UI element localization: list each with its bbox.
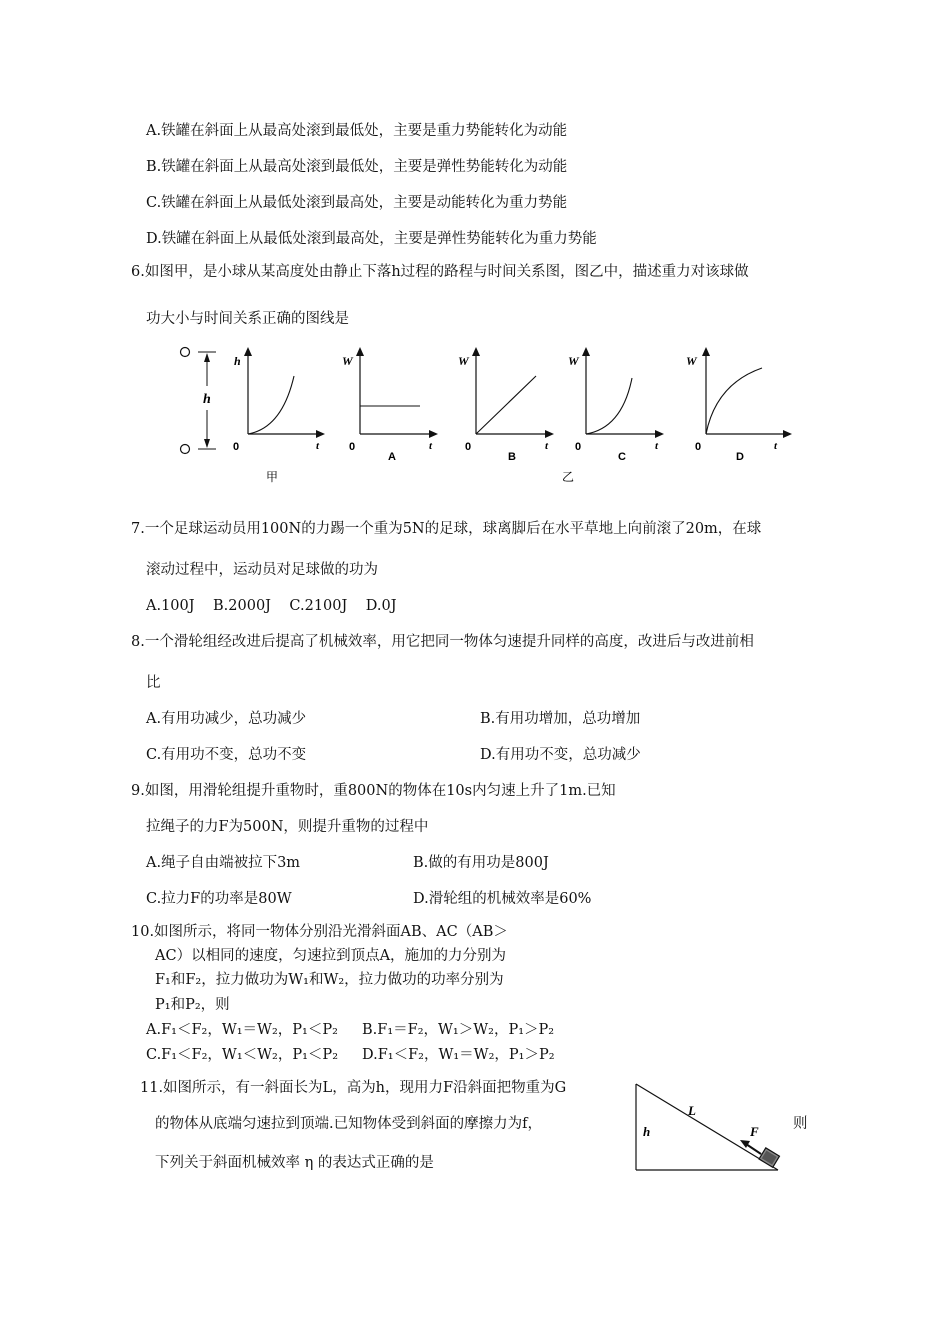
q7-stem-line1: 7.一个足球运动员用100N的力踢一个重为5N的足球，球离脚后在水平草地上向前滚了20m，在球 xyxy=(131,521,762,537)
q9-stem-line2: 拉绳子的力F为500N，则提升重物的过程中 xyxy=(146,819,429,835)
ball-bottom-icon xyxy=(181,445,190,454)
graph-option-d xyxy=(562,347,792,484)
q6-figure xyxy=(170,338,810,498)
svg-text:t: t xyxy=(774,440,778,452)
graph-jia xyxy=(233,347,325,484)
ball-top-icon xyxy=(181,348,190,357)
graph-option-c xyxy=(568,347,664,463)
q5-option-b: B.铁罐在斜面上从最高处滚到最低处，主要是弹性势能转化为动能 xyxy=(146,159,568,175)
svg-text:0: 0 xyxy=(695,441,702,453)
svg-text:0: 0 xyxy=(233,441,240,453)
q9-option-d: D.滑轮组的机械效率是60% xyxy=(413,891,592,907)
q9-option-c: C.拉力F的功率是80W xyxy=(146,891,292,907)
q8-option-c: C.有用功不变，总功不变 xyxy=(146,747,307,763)
q10-option-d: D.F₁＜F₂，W₁＝W₂，P₁＞P₂ xyxy=(362,1047,555,1063)
q11-incline-figure xyxy=(630,1078,790,1178)
q11-stem-line2: 的物体从底端匀速拉到顶端.已知物体受到斜面的摩擦力为f， xyxy=(155,1116,542,1132)
svg-text:t: t xyxy=(316,440,320,452)
svg-text:W: W xyxy=(342,354,353,368)
caption-yi: 乙 xyxy=(562,470,575,484)
block-icon xyxy=(759,1148,779,1167)
q10-stem-line1: 10.如图所示，将同一物体分别沿光滑斜面AB、AC（AB＞ xyxy=(131,924,508,940)
graph-option-a xyxy=(342,347,438,463)
svg-text:0: 0 xyxy=(349,441,356,453)
q11-stem-line1: 11.如图所示，有一斜面长为L，高为h，现用力F沿斜面把物重为G xyxy=(140,1080,567,1096)
q8-option-a: A.有用功减少，总功减少 xyxy=(146,711,307,727)
option-d-label: D xyxy=(736,451,744,463)
q10-stem-line4: P₁和P₂，则 xyxy=(155,997,230,1013)
q7-options: A.100J B.2000J C.2100J D.0J xyxy=(146,598,397,614)
incline-h-label: h xyxy=(643,1124,651,1139)
svg-text:0: 0 xyxy=(575,441,582,453)
svg-text:W: W xyxy=(458,354,469,368)
q9-option-b: B.做的有用功是800J xyxy=(413,855,549,871)
q8-option-d: D.有用功不变，总功减少 xyxy=(480,747,641,763)
q9-option-a: A.绳子自由端被拉下3m xyxy=(146,855,301,871)
svg-text:t: t xyxy=(545,440,549,452)
incline-F-label: F xyxy=(750,1124,759,1139)
graph-option-b xyxy=(458,347,554,463)
svg-text:t: t xyxy=(429,440,433,452)
option-b-label: B xyxy=(508,451,516,463)
svg-text:t: t xyxy=(655,440,659,452)
q10-stem-line3: F₁和F₂，拉力做功为W₁和W₂，拉力做功的功率分别为 xyxy=(155,972,504,988)
caption-jia: 甲 xyxy=(266,470,279,484)
q5-option-a: A.铁罐在斜面上从最高处滚到最低处，主要是重力势能转化为动能 xyxy=(146,123,568,139)
height-label: h xyxy=(203,392,211,407)
svg-text:0: 0 xyxy=(465,441,472,453)
option-c-label: C xyxy=(618,451,626,463)
q10-stem-line2: AC）以相同的速度，匀速拉到顶点A，施加的力分别为 xyxy=(155,948,507,964)
q8-option-b: B.有用功增加，总功增加 xyxy=(480,711,641,727)
q11-stem-line3: 下列关于斜面机械效率 η 的表达式正确的是 xyxy=(155,1155,434,1171)
incline-L-label: L xyxy=(688,1103,696,1118)
q5-option-c: C.铁罐在斜面上从最低处滚到最高处，主要是动能转化为重力势能 xyxy=(146,195,568,211)
q10-option-c: C.F₁＜F₂，W₁＜W₂，P₁＜P₂ xyxy=(146,1047,339,1063)
q7-stem-line2: 滚动过程中，运动员对足球做的功为 xyxy=(146,562,378,578)
q10-option-b: B.F₁＝F₂，W₁＞W₂，P₁＞P₂ xyxy=(362,1022,555,1038)
option-a-label: A xyxy=(388,451,396,463)
q11-stem-line2-end: 则 xyxy=(793,1116,808,1132)
q5-option-d: D.铁罐在斜面上从最低处滚到最高处，主要是弹性势能转化为重力势能 xyxy=(146,231,597,247)
q9-stem-line1: 9.如图，用滑轮组提升重物时，重800N的物体在10s内匀速上升了1m.已知 xyxy=(131,783,616,799)
q8-stem-line2: 比 xyxy=(146,675,161,691)
svg-text:W: W xyxy=(568,354,579,368)
svg-text:W: W xyxy=(686,354,697,368)
falling-ball-diagram xyxy=(181,348,217,454)
svg-text:h: h xyxy=(234,354,241,368)
q10-option-a: A.F₁＜F₂，W₁＝W₂，P₁＜P₂ xyxy=(146,1022,338,1038)
q6-stem-line1: 6.如图甲，是小球从某高度处由静止下落h过程的路程与时间关系图，图乙中，描述重力对该球做 xyxy=(131,264,749,280)
q8-stem-line1: 8.一个滑轮组经改进后提高了机械效率，用它把同一物体匀速提升同样的高度，改进后与改进前相 xyxy=(131,634,754,650)
q6-stem-line2: 功大小与时间关系正确的图线是 xyxy=(146,311,349,327)
